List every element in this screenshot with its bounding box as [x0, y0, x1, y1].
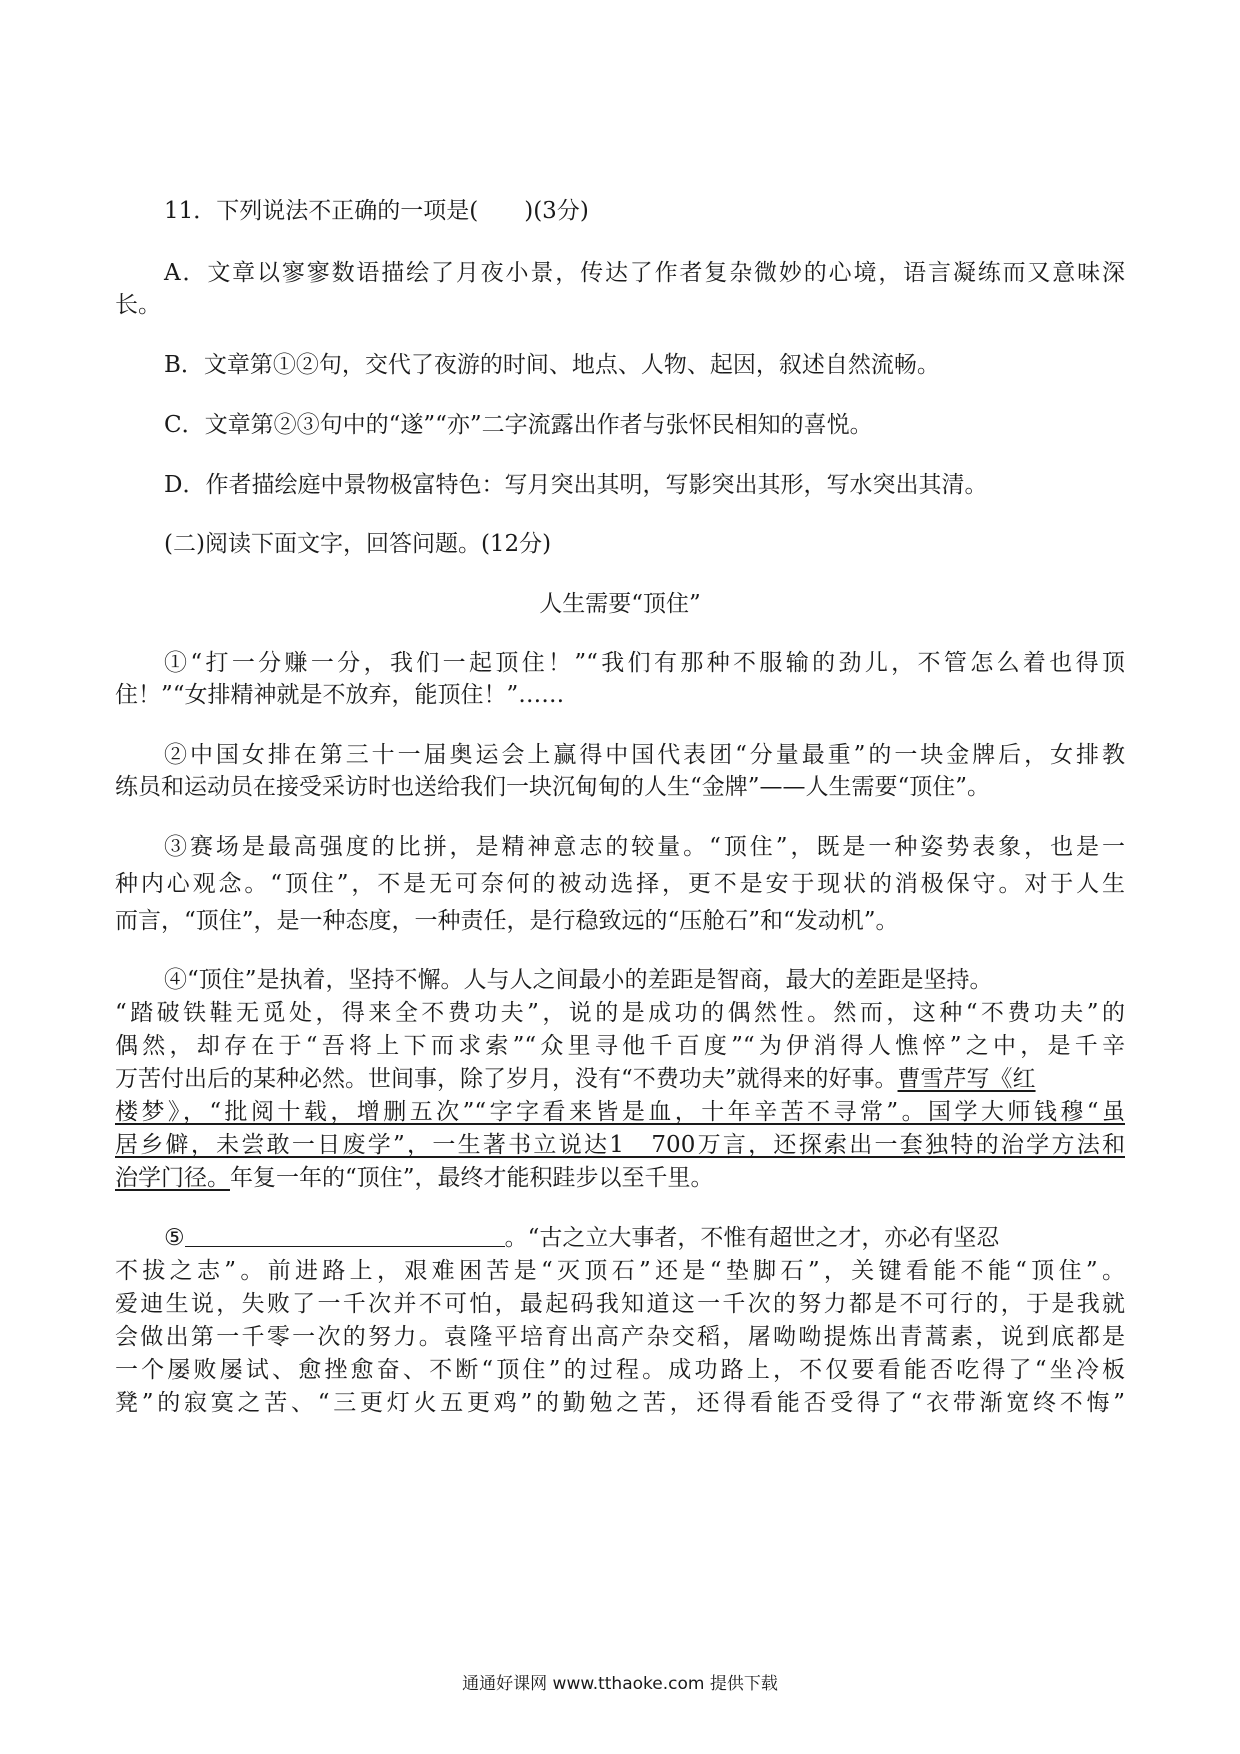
paragraph-3-line-3: 而言，“顶住”，是一种态度，一种责任，是行稳致远的“压舱石”和“发动机”。	[115, 908, 899, 934]
document-page	[115, 0, 1125, 1754]
paragraph-4-line-2: “踏破铁鞋无觅处，得来全不费功夫”，说的是成功的偶然性。然而，这种“不费功夫”的	[115, 1000, 1125, 1026]
option-c: C．文章第②③句中的“遂”“亦”二字流露出作者与张怀民相知的喜悦。	[164, 412, 873, 438]
article-title: 人生需要“顶住”	[539, 591, 701, 617]
paragraph-5-line-3: 爱迪生说，失败了一千次并不可怕，最起码我知道这一千次的努力都是不可行的，于是我就	[115, 1291, 1125, 1317]
option-a-line-1: A．文章以寥寥数语描绘了月夜小景，传达了作者复杂微妙的心境，语言凝练而又意味深	[164, 260, 1125, 286]
section-heading: (二)阅读下面文字，回答问题。(12分)	[164, 531, 552, 557]
option-b: B．文章第①②句，交代了夜游的时间、地点、人物、起因，叙述自然流畅。	[164, 352, 940, 378]
paragraph-1-line-2: 住！”“女排精神就是不放弃，能顶住！”……	[115, 682, 565, 708]
paragraph-4-line-7-plain: 年复一年的“顶住”，最终才能积跬步以至千里。	[230, 1165, 714, 1191]
paragraph-4-line-1: ④“顶住”是执着，坚持不懈。人与人之间最小的差距是智商，最大的差距是坚持。	[164, 967, 993, 993]
download-footer: 通通好课网 www.tthaoke.com 提供下载	[462, 1674, 778, 1694]
paragraph-4-line-7-underlined: 治学门径。	[115, 1165, 230, 1191]
paragraph-4-line-5-underlined: 楼梦》，“批阅十载，增删五次”“字字看来皆是血，十年辛苦不寻常”。国学大师钱穆“虽	[115, 1099, 1125, 1125]
paragraph-4-line-3: 偶然，却存在于“吾将上下而求索”“众里寻他千百度”“为伊消得人憔悴”之中，是千辛	[115, 1033, 1125, 1059]
paragraph-3-line-1: ③赛场是最高强度的比拼，是精神意志的较量。“顶住”，既是一种姿势表象，也是一	[164, 834, 1125, 860]
paragraph-3-line-2: 种内心观念。“顶住”，不是无可奈何的被动选择，更不是安于现状的消极保守。对于人生	[115, 871, 1125, 897]
paragraph-2-line-1: ②中国女排在第三十一届奥运会上赢得中国代表团“分量最重”的一块金牌后，女排教	[164, 742, 1125, 768]
paragraph-4-line-6-underlined: 居乡僻，未尝敢一日废学”，一生著书立说达1 700万言，还探索出一套独特的治学方法和	[115, 1132, 1125, 1158]
paragraph-5-line-1	[164, 1221, 999, 1255]
option-d: D．作者描绘庭中景物极富特色：写月突出其明，写影突出其形，写水突出其清。	[164, 472, 988, 498]
question-11-stem: 11．下列说法不正确的一项是( )(3分)	[164, 198, 589, 224]
answer-blank	[185, 1222, 505, 1247]
paragraph-5-line-4: 会做出第一千零一次的努力。袁隆平培育出高产杂交稻，屠呦呦提炼出青蒿素，说到底都是	[115, 1324, 1125, 1350]
paragraph-4-line-7	[115, 1161, 714, 1195]
paragraph-4-line-4-plain: 万苦付出后的某种必然。世间事，除了岁月，没有“不费功夫”就得来的好事。	[115, 1066, 898, 1092]
paragraph-5-line-5: 一个屡败屡试、愈挫愈奋、不断“顶住”的过程。成功路上，不仅要看能否吃得了“坐冷板	[115, 1357, 1125, 1383]
paragraph-5-line-2: 不拔之志”。前进路上，艰难困苦是“灭顶石”还是“垫脚石”，关键看能不能“顶住”。	[115, 1258, 1125, 1284]
option-a-line-2: 长。	[115, 292, 161, 318]
paragraph-5-number: ⑤	[164, 1225, 185, 1251]
paragraph-4-line-4	[115, 1062, 1036, 1096]
paragraph-5-line-1-text: 。“古之立大事者，不惟有超世之才，亦必有坚忍	[504, 1225, 1000, 1251]
paragraph-5-line-6: 凳”的寂寞之苦、“三更灯火五更鸡”的勤勉之苦，还得看能否受得了“衣带渐宽终不悔”	[115, 1390, 1125, 1416]
paragraph-2-line-2: 练员和运动员在接受采访时也送给我们一块沉甸甸的人生“金牌”——人生需要“顶住”。	[115, 774, 991, 800]
paragraph-4-line-4-underlined: 曹雪芹写《红	[897, 1066, 1036, 1092]
paragraph-1-line-1: ①“打一分赚一分，我们一起顶住！”“我们有那种不服输的劲儿，不管怎么着也得顶	[164, 650, 1125, 676]
